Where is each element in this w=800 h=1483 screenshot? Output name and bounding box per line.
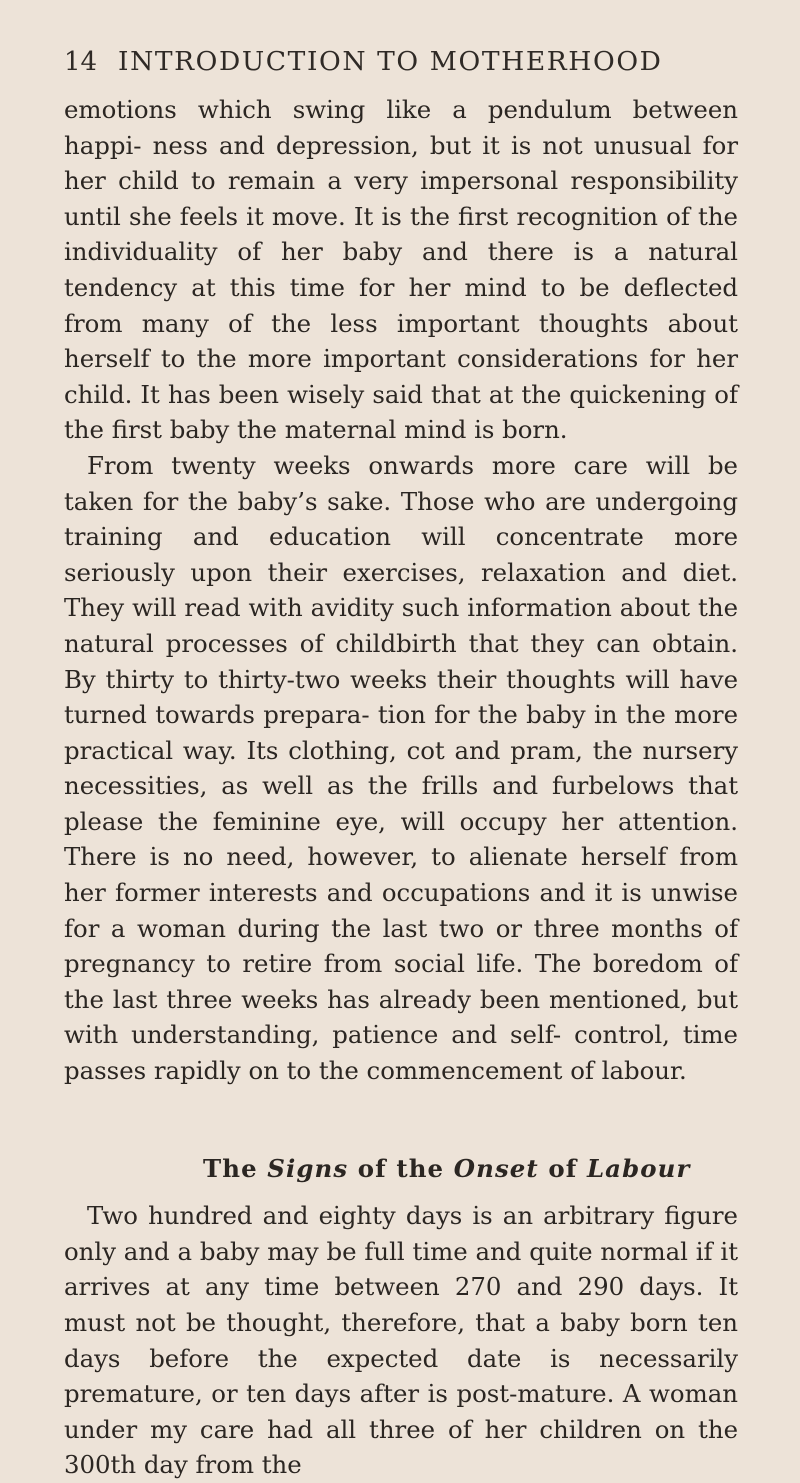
heading-word-italic: Onset [453,1153,539,1183]
heading-word: The [203,1153,258,1183]
heading-word: of [357,1153,387,1183]
paragraph-twenty-weeks: From twenty weeks onwards more care will be taken for the baby’s sake. Those who are undergoing training and education will concentrate more seriously upon their exercises, relaxation and diet. They will read with avidity such information about the natural processes of childbirth that they can obtain. By thirty to thirty-two weeks their thoughts will have turned towards prepara- tion for the baby in the more practical way. Its clothing, cot and pram, the nursery necessities, as well as the frills and furbelows that please the feminine eye, will occupy her attention. There is no need, however, to alienate herself from her former interests and occupations and it is unwise for a woman during the last two or three months of pregnancy to retire from social life. The boredom of the last three weeks has already been mentioned, but with understanding, patience and self- control, time passes rapidly on to the commencement of labour. [64,450,738,1086]
section-heading [64,1151,738,1187]
heading-word-italic: Signs [267,1153,349,1183]
running-head-title: INTRODUCTION TO MOTHERHOOD [118,46,663,77]
paragraph-onset-of-labour: Two hundred and eighty days is an arbitrary figure only and a baby may be full time and quite normal if it arrives at any time between 270 and 290 days. It must not be thought, therefore, that a baby born ten days before the expected date is necessarily premature, or ten days after is post-mature. A woman under my care had all three of her children on the 300th day from the [64,1201,738,1480]
heading-word-italic: Labour [586,1153,691,1183]
paragraph-continued: emotions which swing like a pendulum between happi- ness and depression, but it is not unusual for her child to remain a very impersonal responsibility until she feels it move. It is the first recognition of the individuality of her baby and there is a natural tendency at this time for her mind to be deflected from many of the less important thoughts about herself to the more important considerations for her child. It has been wisely said that at the quickening of the first baby the maternal mind is born. [64,95,738,445]
running-head [64,42,738,82]
heading-word: of [548,1153,578,1183]
page-number: 14 [64,47,98,77]
heading-word: the [396,1153,445,1183]
